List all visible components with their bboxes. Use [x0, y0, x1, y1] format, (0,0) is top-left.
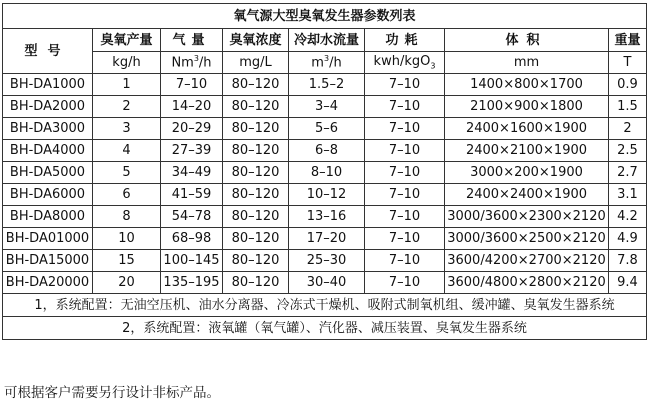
unit-row	[3, 52, 647, 74]
note-row	[3, 294, 647, 317]
system-config-note: 2，系统配置：液氧罐（氧气罐）、汽化器、减压装置、臭氧发生器系统	[3, 317, 647, 340]
unit-gas-flow	[161, 52, 223, 74]
cell-power: 7–10	[365, 96, 445, 118]
unit-gas-flow-tail: /h	[198, 55, 212, 71]
header-cooling-water: 冷却水流量	[289, 29, 365, 52]
cell-weight: 3.1	[609, 184, 647, 206]
cell-ozone-output: 6	[93, 184, 161, 206]
cell-gas-flow: 14–20	[161, 96, 223, 118]
cell-volume: 2400×2400×1900	[445, 184, 609, 206]
cell-power: 7–10	[365, 74, 445, 96]
header-power: 功耗	[365, 29, 445, 52]
cell-model: BH-DA5000	[3, 162, 93, 184]
header-volume: 体积	[445, 29, 609, 52]
cell-gas-flow: 135–195	[161, 272, 223, 294]
cell-weight: 4.9	[609, 228, 647, 250]
unit-cooling-water	[289, 52, 365, 74]
cell-volume: 3000/3600×2300×2120	[445, 206, 609, 228]
cell-model: BH-DA1000	[3, 74, 93, 96]
table-row	[3, 118, 647, 140]
cell-ozone-output: 1	[93, 74, 161, 96]
cell-gas-flow: 27–39	[161, 140, 223, 162]
cell-cooling-water: 10–12	[289, 184, 365, 206]
cell-model: BH-DA8000	[3, 206, 93, 228]
cell-model: BH-DA01000	[3, 228, 93, 250]
cell-power: 7–10	[365, 250, 445, 272]
cell-weight: 9.4	[609, 272, 647, 294]
table-row	[3, 250, 647, 272]
table-row	[3, 162, 647, 184]
cell-gas-flow: 68–98	[161, 228, 223, 250]
header-ozone-output: 臭氧产量	[93, 29, 161, 52]
cell-volume: 2400×2100×1900	[445, 140, 609, 162]
unit-gas-flow-base: Nm	[171, 55, 194, 71]
cell-ozone-concentration: 80–120	[223, 74, 289, 96]
cell-weight: 1.5	[609, 96, 647, 118]
cell-volume: 3000/3600×2500×2120	[445, 228, 609, 250]
cell-weight: 2	[609, 118, 647, 140]
cell-cooling-water: 25–30	[289, 250, 365, 272]
cell-volume: 3600/4800×2800×2120	[445, 272, 609, 294]
table-title: 氧气源大型臭氧发生器参数列表	[3, 4, 647, 29]
cell-weight: 2.7	[609, 162, 647, 184]
cell-power: 7–10	[365, 162, 445, 184]
cell-cooling-water: 8–10	[289, 162, 365, 184]
unit-cooling-water-tail: /h	[329, 55, 342, 71]
cell-volume: 1400×800×1700	[445, 74, 609, 96]
cell-power: 7–10	[365, 118, 445, 140]
cell-model: BH-DA4000	[3, 140, 93, 162]
cell-model: BH-DA20000	[3, 272, 93, 294]
cell-ozone-concentration: 80–120	[223, 250, 289, 272]
cell-ozone-concentration: 80–120	[223, 140, 289, 162]
table-row	[3, 74, 647, 96]
cell-power: 7–10	[365, 140, 445, 162]
footer-note: 可根据客户需要另行设计非标产品。	[4, 385, 220, 401]
table-row	[3, 272, 647, 294]
cell-ozone-concentration: 80–120	[223, 162, 289, 184]
cell-weight: 0.9	[609, 74, 647, 96]
header-weight: 重量	[609, 29, 647, 52]
unit-power	[365, 52, 445, 74]
cell-ozone-output: 10	[93, 228, 161, 250]
table-row	[3, 206, 647, 228]
cell-ozone-output: 3	[93, 118, 161, 140]
cell-gas-flow: 54–78	[161, 206, 223, 228]
table-row	[3, 228, 647, 250]
table-row	[3, 140, 647, 162]
spec-table	[2, 3, 647, 340]
cell-ozone-output: 4	[93, 140, 161, 162]
cell-cooling-water: 1.5–2	[289, 74, 365, 96]
cell-ozone-output: 2	[93, 96, 161, 118]
cell-cooling-water: 17–20	[289, 228, 365, 250]
cell-gas-flow: 34–49	[161, 162, 223, 184]
cell-volume: 3000×200×1900	[445, 162, 609, 184]
unit-cooling-water-sup: 3	[323, 54, 330, 64]
unit-volume: mm	[445, 52, 609, 74]
cell-cooling-water: 3–4	[289, 96, 365, 118]
cell-power: 7–10	[365, 184, 445, 206]
cell-cooling-water: 13–16	[289, 206, 365, 228]
cell-cooling-water: 5–6	[289, 118, 365, 140]
cell-ozone-output: 15	[93, 250, 161, 272]
cell-ozone-output: 20	[93, 272, 161, 294]
cell-volume: 2400×1600×1900	[445, 118, 609, 140]
header-gas-flow: 气量	[161, 29, 223, 52]
note-row	[3, 317, 647, 340]
cell-power: 7–10	[365, 206, 445, 228]
cell-power: 7–10	[365, 272, 445, 294]
cell-ozone-concentration: 80–120	[223, 184, 289, 206]
cell-volume: 3600/4200×2700×2120	[445, 250, 609, 272]
cell-volume: 2100×900×1800	[445, 96, 609, 118]
title-row	[3, 4, 647, 29]
table-row	[3, 184, 647, 206]
header-ozone-concentration: 臭氧浓度	[223, 29, 289, 52]
cell-weight: 2.5	[609, 140, 647, 162]
cell-gas-flow: 7–10	[161, 74, 223, 96]
cell-weight: 4.2	[609, 206, 647, 228]
cell-ozone-concentration: 80–120	[223, 206, 289, 228]
cell-model: BH-DA2000	[3, 96, 93, 118]
cell-ozone-output: 8	[93, 206, 161, 228]
cell-weight: 7.8	[609, 250, 647, 272]
unit-ozone-concentration: mg/L	[223, 52, 289, 74]
unit-power-base: kwh/kgO	[373, 53, 431, 69]
cell-ozone-concentration: 80–120	[223, 228, 289, 250]
table-row	[3, 96, 647, 118]
unit-gas-flow-sup: 3	[193, 54, 199, 64]
cell-power: 7–10	[365, 228, 445, 250]
cell-ozone-concentration: 80–120	[223, 96, 289, 118]
unit-cooling-water-base: m	[311, 55, 324, 71]
unit-weight: T	[609, 52, 647, 74]
unit-ozone-output: kg/h	[93, 52, 161, 74]
cell-model: BH-DA6000	[3, 184, 93, 206]
header-row	[3, 29, 647, 52]
cell-gas-flow: 41–59	[161, 184, 223, 206]
cell-cooling-water: 6–8	[289, 140, 365, 162]
header-model: 型号	[3, 29, 93, 74]
cell-model: BH-DA3000	[3, 118, 93, 140]
unit-power-sub: 3	[430, 61, 436, 71]
cell-ozone-concentration: 80–120	[223, 118, 289, 140]
system-config-note: 1，系统配置：无油空压机、油水分离器、冷冻式干燥机、吸附式制氧机组、缓冲罐、臭氧发生器系统	[3, 294, 647, 317]
cell-gas-flow: 100–145	[161, 250, 223, 272]
cell-ozone-concentration: 80–120	[223, 272, 289, 294]
cell-cooling-water: 30–40	[289, 272, 365, 294]
cell-model: BH-DA15000	[3, 250, 93, 272]
cell-ozone-output: 5	[93, 162, 161, 184]
cell-gas-flow: 20–29	[161, 118, 223, 140]
